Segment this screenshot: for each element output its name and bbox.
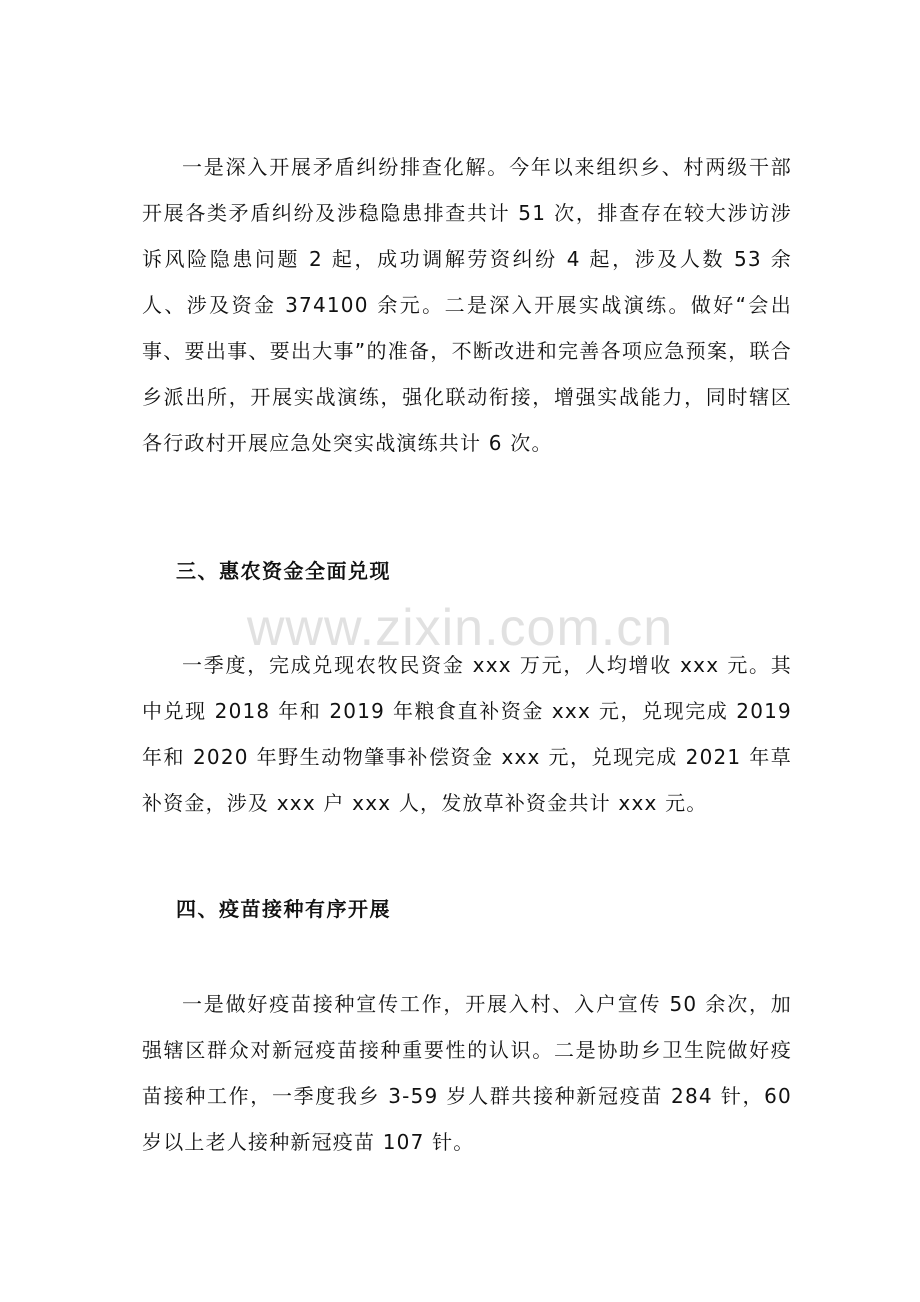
paragraph-vaccination: 一是做好疫苗接种宣传工作，开展入村、入户宣传 50 余次，加强辖区群众对新冠疫苗接种重要性的认识。二是协助乡卫生院做好疫苗接种工作，一季度我乡 3-59 岁人群共接种新冠疫苗 284 针，60 岁以上老人接种新冠疫苗 107 针。 [142, 992, 792, 1154]
section-heading-subsidy: 三、惠农资金全面兑现 [176, 559, 391, 583]
section-heading-vaccination: 四、疫苗接种有序开展 [176, 897, 391, 921]
paragraph-subsidy: 一季度，完成兑现农牧民资金 xxx 万元，人均增收 xxx 元。其中兑现 2018 年和 2019 年粮食直补资金 xxx 元，兑现完成 2019 年和 2020 年野生动物肇事补偿资金 xxx 元，兑现完成 2021 年草补资金，涉及 xxx 户 xxx 人，发放草补资金共计 xxx 元。 [142, 653, 792, 815]
paragraph-conflict-resolution: 一是深入开展矛盾纠纷排查化解。今年以来组织乡、村两级干部开展各类矛盾纠纷及涉稳隐患排查共计 51 次，排查存在较大涉访涉诉风险隐患问题 2 起，成功调解劳资纠纷 4 起，涉及人数 53 余人、涉及资金 374100 余元。二是深入开展实战演练。做好“会出事、要出事、要出大事”的准备，不断改进和完善各项应急预案，联合乡派出所，开展实战演练，强化联动衔接，增强实战能力，同时辖区各行政村开展应急处突实战演练共计 6 次。 [142, 155, 792, 455]
watermark: www.zixin.com.cn [246, 599, 674, 657]
